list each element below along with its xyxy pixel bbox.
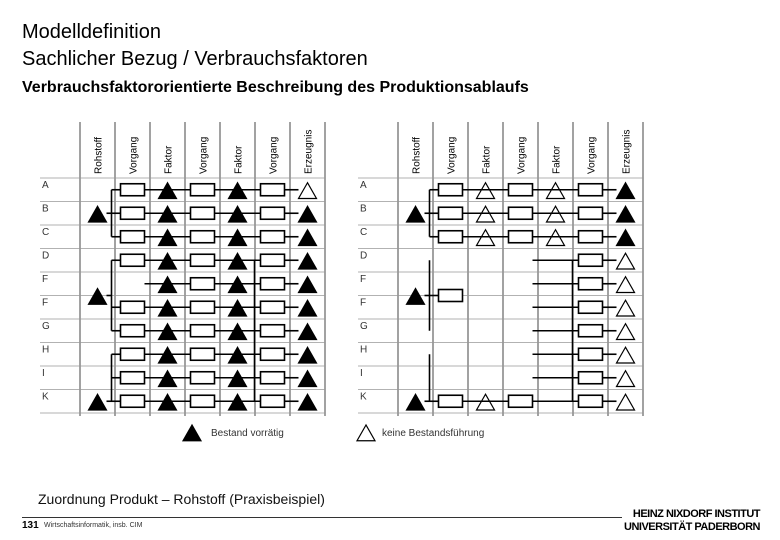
- left-process-box: [261, 372, 285, 384]
- left-process-box: [261, 325, 285, 337]
- institute-logo: [624, 508, 760, 534]
- left-row-label: H: [42, 344, 50, 356]
- left-process-box: [191, 254, 215, 266]
- right-process-box: [579, 395, 603, 407]
- right-row-label: A: [360, 179, 367, 191]
- right-column-header: Vorgang: [516, 136, 528, 174]
- left-factor-triangle: [229, 394, 247, 410]
- legend-filled-label: Bestand vorrätig: [211, 428, 284, 439]
- left-column-header: Vorgang: [198, 136, 210, 174]
- left-column-header: Vorgang: [128, 136, 140, 174]
- left-product-triangle: [299, 371, 317, 387]
- left-product-triangle: [299, 324, 317, 340]
- left-factor-triangle: [159, 253, 177, 269]
- right-product-triangle: [617, 206, 635, 222]
- right-process-box: [579, 372, 603, 384]
- footer-divider: [22, 517, 622, 518]
- right-process-box: [579, 301, 603, 313]
- left-process-box: [261, 231, 285, 243]
- right-column-header: Vorgang: [586, 136, 598, 174]
- left-factor-triangle: [159, 206, 177, 222]
- left-process-box: [261, 348, 285, 360]
- right-row-label: D: [360, 250, 368, 262]
- right-factor-triangle: [547, 230, 565, 246]
- left-row-label: K: [42, 391, 49, 403]
- right-factor-triangle: [547, 183, 565, 199]
- left-factor-triangle: [229, 371, 247, 387]
- right-process-box: [509, 207, 533, 219]
- left-factor-triangle: [159, 230, 177, 246]
- left-row-label: I: [42, 367, 45, 379]
- right-raw-input-triangle: [407, 289, 425, 305]
- right-product-triangle: [617, 300, 635, 316]
- left-factor-triangle: [229, 347, 247, 363]
- right-row-label: G: [360, 320, 368, 332]
- left-factor-triangle: [229, 300, 247, 316]
- left-factor-triangle: [159, 300, 177, 316]
- left-process-box: [261, 254, 285, 266]
- right-process-box: [579, 231, 603, 243]
- right-product-triangle: [617, 347, 635, 363]
- left-product-triangle: [299, 206, 317, 222]
- left-column-header: Vorgang: [268, 136, 280, 174]
- left-process-box: [121, 301, 145, 313]
- left-factor-triangle: [159, 394, 177, 410]
- left-factor-triangle: [229, 277, 247, 293]
- right-process-box: [509, 184, 533, 196]
- right-column-header: Erzeugnis: [621, 129, 633, 174]
- right-factor-triangle: [547, 206, 565, 222]
- left-row-label: F: [42, 273, 49, 285]
- left-process-box: [121, 184, 145, 196]
- right-factor-triangle: [477, 394, 495, 410]
- left-raw-input-triangle: [89, 394, 107, 410]
- left-column-header: Rohstoff: [93, 136, 105, 174]
- right-process-box: [579, 254, 603, 266]
- right-process-box: [579, 348, 603, 360]
- left-factor-triangle: [159, 324, 177, 340]
- caption: Zuordnung Produkt – Rohstoff (Praxisbeispiel): [38, 491, 325, 507]
- footer-text: Wirtschaftsinformatik, insb. CIM: [44, 522, 143, 529]
- right-factor-triangle: [477, 230, 495, 246]
- left-factor-triangle: [229, 183, 247, 199]
- left-process-box: [191, 207, 215, 219]
- logo-line-1: HEINZ NIXDORF INSTITUT: [632, 508, 760, 520]
- right-column-header: Faktor: [481, 145, 493, 174]
- left-product-triangle: [299, 253, 317, 269]
- left-process-box: [191, 348, 215, 360]
- left-process-box: [121, 254, 145, 266]
- right-row-label: I: [360, 367, 363, 379]
- right-process-box: [439, 395, 463, 407]
- left-factor-triangle: [229, 253, 247, 269]
- right-column-header: Rohstoff: [411, 136, 423, 174]
- left-factor-triangle: [229, 324, 247, 340]
- left-process-box: [191, 301, 215, 313]
- right-process-box: [579, 325, 603, 337]
- left-column-header: Erzeugnis: [303, 129, 315, 174]
- left-product-triangle: [299, 277, 317, 293]
- right-raw-input-triangle: [407, 206, 425, 222]
- left-process-box: [191, 372, 215, 384]
- left-product-triangle: [299, 347, 317, 363]
- right-process-box: [509, 231, 533, 243]
- right-product-triangle: [617, 253, 635, 269]
- left-column-header: Faktor: [163, 145, 175, 174]
- left-row-label: B: [42, 203, 49, 215]
- right-row-label: B: [360, 203, 367, 215]
- right-product-triangle: [617, 324, 635, 340]
- left-raw-input-triangle: [89, 289, 107, 305]
- left-process-box: [121, 372, 145, 384]
- left-factor-triangle: [159, 277, 177, 293]
- left-process-box: [261, 184, 285, 196]
- right-process-box: [439, 231, 463, 243]
- left-row-label: G: [42, 320, 50, 332]
- right-process-box: [509, 395, 533, 407]
- subtitle: Verbrauchsfaktororientierte Beschreibung des Produktionsablaufs: [22, 79, 529, 96]
- right-process-box: [439, 184, 463, 196]
- right-process-box: [579, 184, 603, 196]
- right-column-header: Vorgang: [446, 136, 458, 174]
- left-process-box: [191, 395, 215, 407]
- right-product-triangle: [617, 183, 635, 199]
- right-raw-input-triangle: [407, 394, 425, 410]
- left-process-box: [261, 207, 285, 219]
- left-process-box: [121, 207, 145, 219]
- legend-filled-triangle: [183, 425, 201, 441]
- left-product-triangle: [299, 230, 317, 246]
- left-process-box: [191, 278, 215, 290]
- right-factor-triangle: [477, 183, 495, 199]
- right-product-triangle: [617, 230, 635, 246]
- right-row-label: C: [360, 226, 368, 238]
- right-column-header: Faktor: [551, 145, 563, 174]
- right-product-triangle: [617, 394, 635, 410]
- legend-hollow-triangle: [357, 425, 375, 441]
- right-row-label: F: [360, 297, 367, 309]
- legend-hollow-label: keine Bestandsführung: [382, 428, 485, 439]
- left-process-box: [191, 231, 215, 243]
- left-process-box: [191, 184, 215, 196]
- title-line-1: Modelldefinition: [22, 21, 161, 43]
- left-process-box: [261, 278, 285, 290]
- logo-line-2: UNIVERSITÄT PADERBORN: [624, 521, 760, 533]
- left-row-label: D: [42, 250, 50, 262]
- page-number: 131: [22, 520, 39, 531]
- left-row-label: F: [42, 297, 49, 309]
- left-process-box: [121, 231, 145, 243]
- left-process-box: [121, 325, 145, 337]
- left-factor-triangle: [229, 206, 247, 222]
- right-process-box: [439, 290, 463, 302]
- left-process-box: [191, 325, 215, 337]
- right-process-box: [439, 207, 463, 219]
- left-process-box: [121, 395, 145, 407]
- right-product-triangle: [617, 277, 635, 293]
- left-row-label: A: [42, 179, 49, 191]
- left-process-box: [121, 348, 145, 360]
- left-column-header: Faktor: [233, 145, 245, 174]
- left-factor-triangle: [159, 183, 177, 199]
- right-row-label: H: [360, 344, 368, 356]
- right-row-label: F: [360, 273, 367, 285]
- left-process-box: [261, 395, 285, 407]
- left-factor-triangle: [159, 347, 177, 363]
- right-factor-triangle: [477, 206, 495, 222]
- left-factor-triangle: [159, 371, 177, 387]
- left-raw-input-triangle: [89, 206, 107, 222]
- left-process-box: [261, 301, 285, 313]
- right-process-box: [579, 207, 603, 219]
- left-factor-triangle: [229, 230, 247, 246]
- title-line-2: Sachlicher Bezug / Verbrauchsfaktoren: [22, 48, 368, 70]
- left-product-triangle: [299, 183, 317, 199]
- left-product-triangle: [299, 394, 317, 410]
- right-product-triangle: [617, 371, 635, 387]
- right-process-box: [579, 278, 603, 290]
- left-row-label: C: [42, 226, 50, 238]
- right-row-label: K: [360, 391, 367, 403]
- left-product-triangle: [299, 300, 317, 316]
